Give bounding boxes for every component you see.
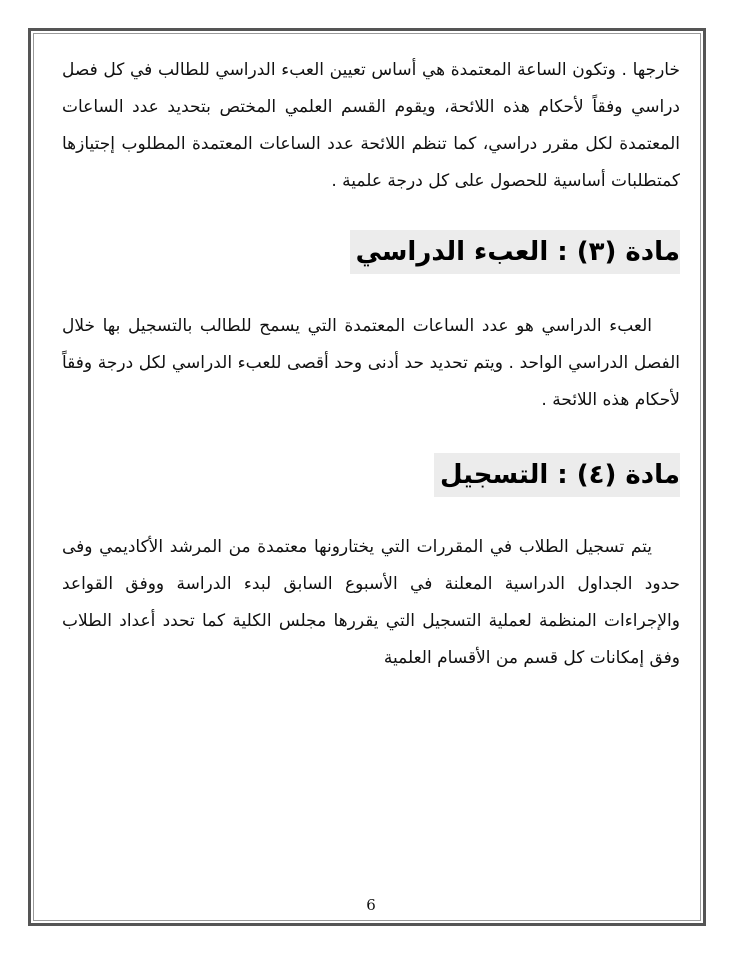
page-number: 6 [366,896,376,914]
paragraph-registration: يتم تسجيل الطلاب في المقررات التي يختارونها معتمدة من المرشد الأكاديمي وفى حدود الجداول الدراسية المعلنة في الأسبوع السابق لبدء الدراسة ووفق القواعد والإجراءات المنظمة لعملية التسجيل التي يقررها مجلس الكلية كما تحدد أعداد الطلاب وفق إمكانات كل قسم من الأقسام العلمية [62,537,680,668]
article-4-title: مادة (٤) : التسجيل [434,453,680,497]
article-4-heading [62,453,680,497]
paragraph-credit-hours: خارجها . وتكون الساعة المعتمدة هي أساس تعيين العبء الدراسي للطالب في كل فصل دراسي وفقاً لأحكام هذه اللائحة، ويقوم القسم العلمي المختص بتحديد عدد الساعات المعتمدة لكل مقرر دراسي، كما تنظم اللائحة عدد الساعات المعتمدة المطلوب إجتيازها كمتطلبات أساسية للحصول على كل درجة علمية . [62,60,680,191]
document-content [62,52,680,677]
article-3-heading [62,230,680,274]
paragraph-academic-load: العبء الدراسي هو عدد الساعات المعتمدة التي يسمح للطالب بالتسجيل بها خلال الفصل الدراسي الواحد . ويتم تحديد حد أدنى وحد أقصى للعبء الدراسي لكل درجة وفقاً لأحكام هذه اللائحة . [62,316,680,410]
article-3-title: مادة (٣) : العبء الدراسي [350,230,680,274]
